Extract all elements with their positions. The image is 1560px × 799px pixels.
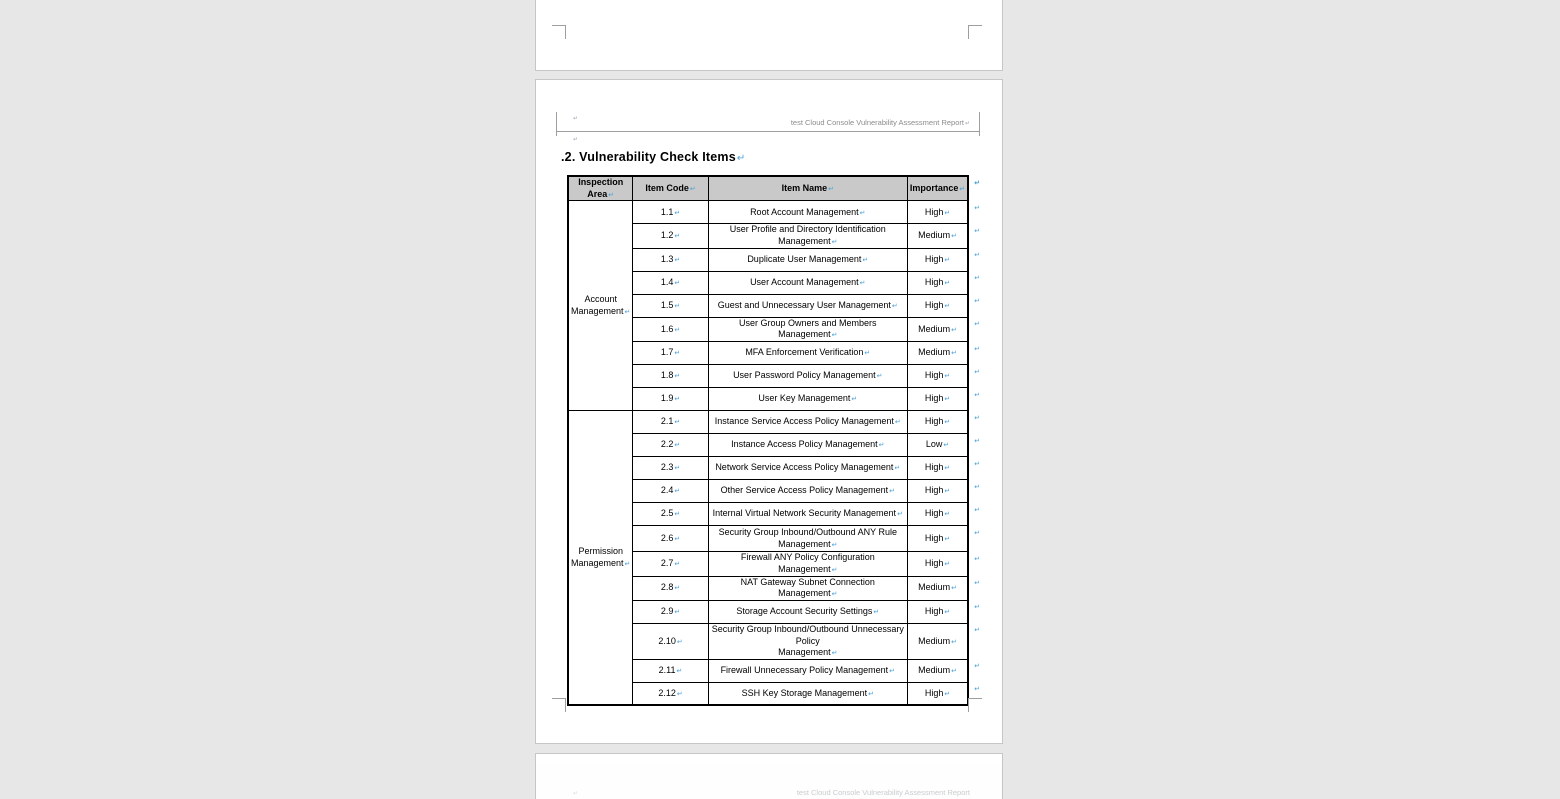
item-name-cell	[708, 271, 907, 294]
item-code-cell	[633, 388, 708, 411]
page-next-partial	[535, 753, 1003, 799]
item-name-text: Storage Account Security Settings	[736, 606, 873, 617]
item-name-text: Instance Service Access Policy Management	[714, 416, 894, 427]
item-name-text: User Key Management	[758, 393, 851, 404]
row-end-pilcrow-icon: ↵	[974, 391, 981, 399]
table-row	[568, 224, 1001, 248]
pilcrow-icon: ↵	[944, 488, 951, 496]
pilcrow-icon: ↵	[676, 668, 683, 676]
importance-cell	[907, 600, 968, 623]
importance-cell	[907, 224, 968, 248]
row-end-pilcrow-icon: ↵	[974, 460, 981, 468]
item-code-cell	[633, 434, 708, 457]
pilcrow-icon: ↵	[736, 153, 746, 164]
table-row	[568, 365, 1001, 388]
item-name-text: Instance Access Policy Management	[731, 439, 878, 450]
item-name-cell	[708, 503, 907, 526]
table-row	[568, 526, 1001, 552]
item-name-text: Network Service Access Policy Management	[715, 462, 894, 473]
row-end-pilcrow-icon: ↵	[974, 627, 981, 635]
text-boundary-corner-icon	[552, 698, 566, 712]
pilcrow-icon: ↵	[876, 373, 883, 381]
col-header-text: Inspection Area	[578, 177, 624, 199]
col-header-item-code	[633, 176, 708, 201]
importance-text: High	[924, 393, 944, 404]
item-code-text: 2.6	[660, 532, 674, 543]
item-name-cell	[708, 317, 907, 341]
item-name-text: Security Group Inbound/Outbound ANY Rule	[718, 526, 898, 537]
table-row	[568, 294, 1001, 317]
pilcrow-icon: ↵	[674, 585, 681, 593]
pilcrow-icon: ↵	[894, 465, 901, 473]
row-end-pilcrow-icon: ↵	[974, 298, 981, 306]
pilcrow-icon: ↵	[944, 560, 951, 568]
importance-text: High	[924, 687, 944, 698]
pilcrow-icon: ↵	[674, 535, 681, 543]
pilcrow-icon: ↵	[864, 350, 871, 358]
pilcrow-icon: ↵	[674, 560, 681, 568]
pilcrow-icon: ↵	[674, 209, 681, 217]
pilcrow-icon: ↵	[831, 541, 838, 549]
pilcrow-icon: ↵	[944, 209, 951, 217]
row-end-pilcrow-icon: ↵	[974, 663, 981, 671]
row-end-pilcrow-icon: ↵	[974, 483, 981, 491]
importance-cell	[907, 576, 968, 600]
item-code-text: 2.1	[660, 416, 674, 427]
importance-cell	[907, 388, 968, 411]
item-code-cell	[633, 271, 708, 294]
pilcrow-icon: ↵	[894, 419, 901, 427]
item-code-cell	[633, 201, 708, 224]
item-code-text: 1.6	[660, 323, 674, 334]
item-code-cell	[633, 248, 708, 271]
item-name-cell	[708, 201, 907, 224]
item-code-cell	[633, 342, 708, 365]
item-code-text: 2.9	[660, 606, 674, 617]
inspection-area-cell	[568, 411, 633, 706]
item-code-text: 2.10	[658, 635, 676, 646]
pilcrow-icon: ↵	[944, 690, 951, 698]
col-header-text: Item Name	[781, 182, 828, 193]
pilcrow-icon: ↵	[831, 650, 838, 658]
importance-cell	[907, 271, 968, 294]
text-boundary-corner-icon	[968, 698, 982, 712]
table-row	[568, 659, 1001, 682]
row-end-pilcrow-icon: ↵	[974, 180, 981, 187]
text-boundary-corner-icon	[968, 25, 982, 39]
pilcrow-icon: ↵	[624, 560, 631, 568]
row-end-pilcrow-icon: ↵	[974, 506, 981, 514]
item-name-cell	[708, 411, 907, 434]
importance-cell	[907, 434, 968, 457]
importance-cell	[907, 457, 968, 480]
importance-text: High	[924, 508, 944, 519]
row-end-pilcrow-icon: ↵	[974, 204, 981, 212]
pilcrow-icon: ↵	[674, 326, 681, 334]
item-name-cell	[708, 248, 907, 271]
table-row	[568, 623, 1001, 659]
item-code-text: 2.7	[660, 557, 674, 568]
pilcrow-icon: ↵	[859, 279, 866, 287]
header-boundary-tick-icon	[556, 112, 557, 136]
importance-text: Medium	[918, 582, 951, 593]
importance-text: High	[924, 299, 944, 310]
inspection-area-cell	[568, 201, 633, 411]
item-code-cell	[633, 365, 708, 388]
text-boundary-corner-icon	[552, 25, 566, 39]
item-code-cell	[633, 480, 708, 503]
row-end-pilcrow-icon: ↵	[974, 275, 981, 283]
importance-text: Medium	[918, 665, 951, 676]
item-name-cell	[708, 457, 907, 480]
table-header-row	[568, 176, 1001, 201]
importance-text: Medium	[918, 230, 951, 241]
importance-text: Medium	[918, 323, 951, 334]
pilcrow-icon: ↵	[889, 668, 896, 676]
item-name-cell	[708, 434, 907, 457]
importance-cell	[907, 552, 968, 576]
item-name-cell	[708, 365, 907, 388]
pilcrow-icon: ↵	[944, 279, 951, 287]
section-title	[561, 150, 745, 164]
importance-cell	[907, 342, 968, 365]
table-row	[568, 480, 1001, 503]
importance-text: High	[924, 485, 944, 496]
pilcrow-icon: ↵	[891, 302, 898, 310]
pilcrow-icon: ↵	[964, 121, 970, 127]
pilcrow-icon: ↵	[674, 233, 681, 241]
page-previous-partial	[535, 0, 1003, 71]
pilcrow-icon: ↵	[674, 465, 681, 473]
pilcrow-icon: ↵	[944, 419, 951, 427]
table-row	[568, 457, 1001, 480]
importance-text: Medium	[918, 635, 951, 646]
item-name-cell	[708, 659, 907, 682]
pilcrow-icon: ↵	[674, 256, 681, 264]
item-code-text: 1.8	[660, 370, 674, 381]
margin-pilcrow-icon: ↵	[573, 791, 579, 797]
pilcrow-icon: ↵	[944, 373, 951, 381]
item-name-text: User Profile and Directory Identification Management	[729, 224, 886, 247]
table-row	[568, 434, 1001, 457]
header-boundary-tick-icon	[979, 112, 980, 136]
importance-text: High	[924, 276, 944, 287]
check-items-tbody	[568, 201, 1001, 706]
item-code-cell	[633, 682, 708, 705]
pilcrow-icon: ↵	[951, 638, 958, 646]
item-name-text: Duplicate User Management	[747, 253, 862, 264]
pilcrow-icon: ↵	[689, 185, 696, 193]
item-name-text: Guest and Unnecessary User Management	[717, 299, 891, 310]
importance-text: Medium	[918, 347, 951, 358]
item-code-cell	[633, 503, 708, 526]
pilcrow-icon: ↵	[951, 668, 958, 676]
item-name-text: User Group Owners and Members Management	[739, 317, 877, 340]
item-code-text: 1.9	[660, 393, 674, 404]
table-row	[568, 342, 1001, 365]
item-name-text: Management	[778, 647, 831, 658]
importance-cell	[907, 682, 968, 705]
document-header	[791, 118, 970, 127]
table-row	[568, 201, 1001, 224]
importance-cell	[907, 623, 968, 659]
pilcrow-icon: ↵	[878, 442, 885, 450]
item-name-text: Other Service Access Policy Management	[720, 485, 889, 496]
row-end-pilcrow-icon: ↵	[974, 227, 981, 235]
pilcrow-icon: ↵	[674, 442, 681, 450]
item-name-text: User Password Policy Management	[733, 370, 876, 381]
pilcrow-icon: ↵	[897, 511, 903, 519]
item-name-text: NAT Gateway Subnet Connection Management	[740, 576, 875, 599]
row-end-pilcrow-icon: ↵	[974, 604, 981, 612]
margin-pilcrow-icon: ↵	[573, 116, 579, 122]
pilcrow-icon: ↵	[831, 239, 838, 247]
document-header-text: test Cloud Console Vulnerability Assessment Report	[790, 118, 964, 127]
pilcrow-icon: ↵	[674, 488, 681, 496]
col-header-text: Importance	[909, 182, 959, 193]
header-boundary-line	[556, 131, 980, 132]
pilcrow-icon: ↵	[831, 591, 838, 599]
importance-text: High	[924, 606, 944, 617]
row-end-pilcrow-icon: ↵	[974, 345, 981, 353]
importance-text: High	[924, 557, 944, 568]
inspection-area-text: Account Management	[571, 294, 624, 316]
pilcrow-icon: ↵	[873, 609, 880, 617]
row-end-pilcrow-icon: ↵	[974, 321, 981, 329]
table-row	[568, 503, 1001, 526]
row-end-pilcrow-icon: ↵	[974, 437, 981, 445]
importance-cell	[907, 480, 968, 503]
row-end-pilcrow-icon: ↵	[974, 580, 981, 587]
pilcrow-icon: ↵	[674, 419, 681, 427]
pilcrow-icon: ↵	[674, 373, 681, 381]
item-name-cell	[708, 224, 907, 248]
importance-cell	[907, 201, 968, 224]
item-code-cell	[633, 294, 708, 317]
importance-cell	[907, 659, 968, 682]
item-code-text: 1.4	[660, 276, 674, 287]
pilcrow-icon: ↵	[944, 609, 951, 617]
col-header-item-name	[708, 176, 907, 201]
item-name-cell	[708, 552, 907, 576]
importance-text: High	[924, 532, 944, 543]
table-row	[568, 576, 1001, 600]
importance-cell	[907, 411, 968, 434]
item-name-cell	[708, 388, 907, 411]
importance-text: High	[924, 370, 944, 381]
item-code-text: 2.2	[660, 439, 674, 450]
item-code-cell	[633, 600, 708, 623]
pilcrow-icon: ↵	[951, 585, 958, 593]
pilcrow-icon: ↵	[674, 279, 681, 287]
margin-pilcrow-icon: ↵	[573, 137, 579, 143]
next-page-header-text: test Cloud Console Vulnerability Assessment Report	[796, 788, 970, 797]
item-name-cell	[708, 526, 907, 552]
pilcrow-icon: ↵	[851, 396, 858, 404]
pilcrow-icon: ↵	[831, 332, 838, 340]
item-code-text: 1.3	[660, 253, 674, 264]
pilcrow-icon: ↵	[828, 185, 834, 193]
item-code-text: 2.3	[660, 462, 674, 473]
pilcrow-icon: ↵	[831, 566, 838, 574]
item-code-cell	[633, 411, 708, 434]
importance-text: High	[924, 206, 944, 217]
pilcrow-icon: ↵	[944, 465, 951, 473]
item-code-cell	[633, 224, 708, 248]
item-code-text: 1.1	[660, 206, 674, 217]
item-name-text: Firewall Unnecessary Policy Management	[720, 665, 889, 676]
pilcrow-icon: ↵	[944, 256, 951, 264]
pilcrow-icon: ↵	[951, 326, 958, 334]
pilcrow-icon: ↵	[959, 185, 966, 193]
item-code-cell	[633, 659, 708, 682]
importance-cell	[907, 365, 968, 388]
item-code-cell	[633, 526, 708, 552]
pilcrow-icon: ↵	[676, 690, 683, 698]
item-name-text: MFA Enforcement Verification	[745, 347, 864, 358]
section-title-text: .2. Vulnerability Check Items	[561, 150, 736, 164]
row-end-pilcrow-icon: ↵	[974, 686, 981, 694]
check-items-table	[567, 175, 1002, 706]
pilcrow-icon: ↵	[889, 488, 896, 496]
item-code-text: 1.5	[660, 299, 674, 310]
item-name-cell	[708, 576, 907, 600]
importance-text: High	[924, 416, 944, 427]
item-name-cell	[708, 600, 907, 623]
item-name-cell	[708, 623, 907, 659]
item-name-cell	[708, 480, 907, 503]
item-code-cell	[633, 457, 708, 480]
item-name-cell	[708, 294, 907, 317]
item-code-cell	[633, 317, 708, 341]
pilcrow-icon: ↵	[674, 396, 681, 404]
importance-cell	[907, 526, 968, 552]
table-row	[568, 682, 1001, 705]
item-code-text: 2.8	[660, 582, 674, 593]
table-row	[568, 552, 1001, 576]
table-row	[568, 271, 1001, 294]
pilcrow-icon: ↵	[944, 511, 951, 519]
next-page-header-faded	[797, 788, 970, 797]
inspection-area-text: Permission Management	[571, 546, 624, 568]
pilcrow-icon: ↵	[951, 233, 958, 241]
pilcrow-icon: ↵	[674, 511, 681, 519]
item-name-text: Security Group Inbound/Outbound Unnecessary Policy	[711, 623, 904, 646]
pilcrow-icon: ↵	[868, 690, 875, 698]
item-code-text: 2.4	[660, 485, 674, 496]
row-end-pilcrow-icon: ↵	[974, 555, 981, 563]
item-name-text: Root Account Management	[750, 206, 859, 217]
importance-text: Low	[925, 439, 943, 450]
page-current	[535, 79, 1003, 744]
item-code-text: 2.5	[660, 508, 674, 519]
item-name-text: User Account Management	[750, 276, 859, 287]
pilcrow-icon: ↵	[862, 256, 869, 264]
table-row	[568, 248, 1001, 271]
item-code-text: 1.7	[660, 347, 674, 358]
row-end-pilcrow-icon: ↵	[974, 252, 981, 260]
importance-cell	[907, 294, 968, 317]
item-name-cell	[708, 342, 907, 365]
pilcrow-icon: ↵	[951, 350, 958, 358]
pilcrow-icon: ↵	[674, 609, 681, 617]
item-name-text: Management	[778, 538, 831, 549]
pilcrow-icon: ↵	[608, 191, 615, 199]
table-row	[568, 388, 1001, 411]
importance-cell	[907, 503, 968, 526]
pilcrow-icon: ↵	[943, 442, 950, 450]
item-name-text: Firewall ANY Policy Configuration Management	[740, 552, 875, 574]
table-row	[568, 411, 1001, 434]
pilcrow-icon: ↵	[944, 302, 951, 310]
item-name-text: Internal Virtual Network Security Management	[712, 508, 897, 519]
col-header-text: Item Code	[645, 182, 689, 193]
row-end-pilcrow-icon: ↵	[974, 414, 981, 422]
pilcrow-icon: ↵	[944, 396, 951, 404]
item-code-cell	[633, 552, 708, 576]
item-name-cell	[708, 682, 907, 705]
row-end-pilcrow-icon: ↵	[974, 529, 981, 537]
pilcrow-icon: ↵	[676, 638, 683, 646]
pilcrow-icon: ↵	[674, 302, 681, 310]
item-code-cell	[633, 623, 708, 659]
pilcrow-icon: ↵	[674, 350, 681, 358]
col-header-importance	[907, 176, 968, 201]
item-name-text: SSH Key Storage Management	[741, 687, 868, 698]
pilcrow-icon: ↵	[944, 535, 951, 543]
table-row	[568, 317, 1001, 341]
item-code-text: 1.2	[660, 230, 674, 241]
importance-text: High	[924, 462, 944, 473]
importance-cell	[907, 248, 968, 271]
col-header-inspection-area	[568, 176, 633, 201]
row-end-pilcrow-icon: ↵	[974, 368, 981, 376]
importance-text: High	[924, 253, 944, 264]
item-code-text: 2.12	[658, 687, 676, 698]
item-code-cell	[633, 576, 708, 600]
item-code-text: 2.11	[658, 665, 676, 676]
importance-cell	[907, 317, 968, 341]
table-row	[568, 600, 1001, 623]
pilcrow-icon: ↵	[859, 209, 866, 217]
pilcrow-icon: ↵	[624, 308, 631, 316]
